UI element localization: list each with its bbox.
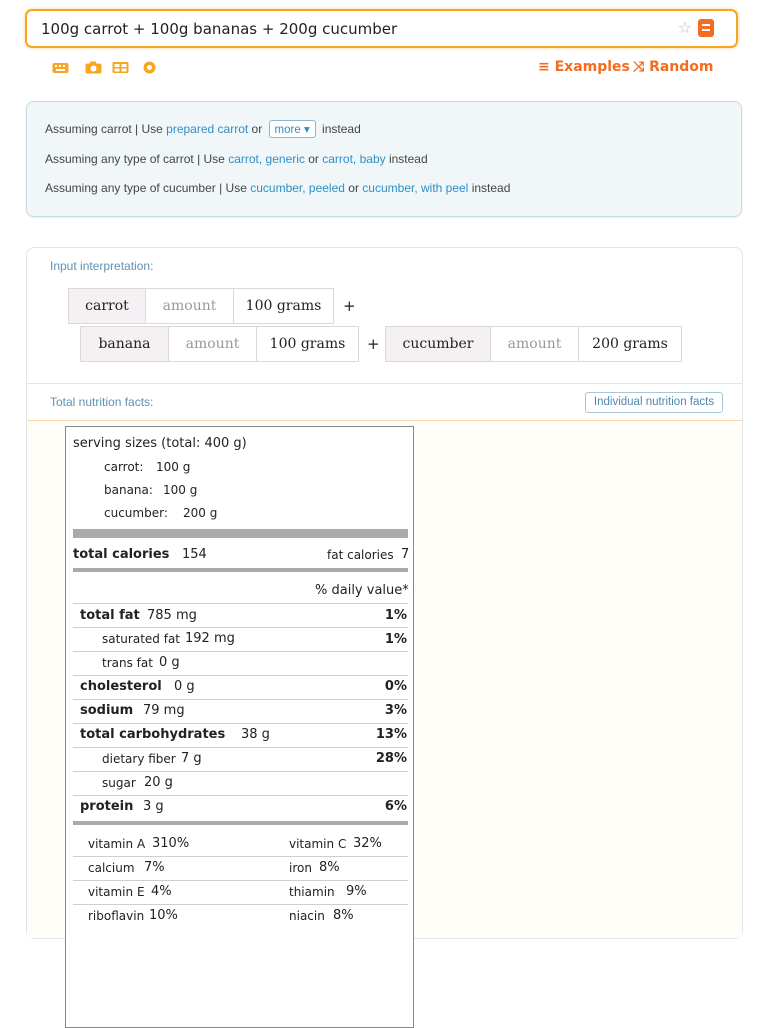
food-name: banana (81, 327, 169, 361)
vitamin-name: vitamin C (289, 837, 347, 851)
row-divider (73, 699, 408, 700)
assumption-carrot-type (45, 152, 428, 166)
vitamin-name: niacin (289, 909, 325, 923)
vitamin-value: 8% (333, 908, 354, 923)
table-icon[interactable] (112, 61, 129, 74)
vitamin-value: 10% (149, 908, 178, 923)
vitamin-name: vitamin A (88, 837, 146, 851)
serving-name: cucumber: (104, 506, 168, 520)
serving-value: 200 g (183, 506, 218, 520)
row-divider (73, 904, 408, 905)
assumption-or: or (248, 122, 266, 136)
assumption-text: Assuming carrot | Use (45, 122, 167, 136)
food-name: cucumber (386, 327, 491, 361)
amount-label: amount (169, 327, 257, 361)
nutrient-dv: 1% (384, 608, 407, 623)
nutrient-amount: 79 mg (143, 703, 185, 718)
row-divider (73, 747, 408, 748)
vitamin-value: 9% (346, 884, 367, 899)
individual-nutrition-button[interactable]: Individual nutrition facts (585, 392, 723, 413)
plus-sign: + (343, 297, 356, 315)
interpretation-row-carrot (68, 288, 334, 324)
nutrient-name: saturated fat (102, 632, 181, 646)
carrot-generic-link[interactable]: carrot, generic (228, 152, 305, 166)
nutrient-name: sugar (102, 776, 136, 790)
nutrient-amount: 20 g (144, 775, 173, 790)
amount-value: 200 grams (592, 336, 668, 352)
nutrient-name: cholesterol (80, 679, 162, 694)
serving-name: carrot: (104, 460, 144, 474)
food-name: carrot (69, 289, 146, 323)
assumption-carrot (45, 120, 361, 138)
fat-calories-value: 7 (401, 547, 410, 562)
row-divider (73, 627, 408, 628)
nutrient-dv: 3% (384, 703, 407, 718)
extras-icon[interactable] (141, 61, 158, 74)
nutrient-dv: 13% (375, 727, 407, 742)
total-calories-label: total calories (73, 547, 170, 562)
medium-divider (73, 568, 408, 572)
nutrient-dv: 28% (375, 751, 407, 766)
serving-value: 100 g (156, 460, 191, 474)
row-divider (73, 723, 408, 724)
serving-value: 100 g (163, 483, 198, 497)
nutrient-dv: 0% (384, 679, 407, 694)
result-pod (26, 247, 743, 939)
nutrient-name: dietary fiber (102, 752, 176, 766)
input-interpretation-title: Input interpretation: (50, 259, 154, 273)
search-input[interactable] (41, 11, 641, 46)
vitamin-name: iron (289, 861, 312, 875)
fat-calories-label: fat calories (327, 548, 394, 562)
daily-value-header: % daily value* (315, 583, 409, 598)
interpretation-row-cucumber (385, 326, 682, 362)
more-dropdown[interactable]: more ▾ (269, 120, 316, 138)
vitamin-value: 310% (152, 836, 190, 851)
nutrition-label (65, 426, 414, 1028)
nutrient-dv: 6% (384, 799, 407, 814)
row-divider (73, 675, 408, 676)
nutrient-amount: 7 g (181, 751, 202, 766)
nutrient-amount: 0 g (159, 655, 180, 670)
assumption-text: Assuming any type of cucumber | Use (45, 181, 251, 195)
nutrient-name: trans fat (102, 656, 153, 670)
cucumber-peeled-link[interactable]: cucumber, peeled (250, 181, 345, 195)
amount-value: 100 grams (245, 298, 322, 314)
amount-label: amount (491, 327, 579, 361)
row-divider (73, 603, 408, 604)
nutrient-name: protein (80, 799, 134, 814)
nutrient-amount: 785 mg (147, 608, 197, 623)
plus-sign: + (367, 335, 380, 353)
nutrient-amount: 192 mg (185, 631, 235, 646)
vitamin-value: 4% (151, 884, 172, 899)
nutrient-name: total fat (80, 608, 140, 623)
serving-name: banana: (104, 483, 153, 497)
nutrient-amount: 3 g (143, 799, 164, 814)
search-bar[interactable] (25, 9, 738, 48)
prepared-carrot-link[interactable]: prepared carrot (166, 122, 249, 136)
random-link[interactable]: ⤨ Random (633, 59, 714, 75)
assumption-or: or (304, 152, 323, 166)
vitamin-name: thiamin (289, 885, 335, 899)
medium-divider (73, 821, 408, 825)
nutrient-amount: 0 g (174, 679, 195, 694)
vitamin-name: riboflavin (88, 909, 145, 923)
nutrition-output (27, 420, 742, 938)
serving-sizes-header: serving sizes (total: 400 g) (73, 436, 247, 451)
row-divider (73, 880, 408, 881)
thick-divider (73, 529, 408, 538)
nutrient-name: sodium (80, 703, 134, 718)
amount-label: amount (146, 289, 234, 323)
assumptions-panel (26, 101, 742, 217)
camera-icon[interactable] (85, 61, 102, 74)
row-divider (73, 856, 408, 857)
assumption-suffix: instead (468, 181, 511, 195)
total-nutrition-title: Total nutrition facts: (50, 395, 154, 409)
row-divider (73, 795, 408, 796)
row-divider (73, 771, 408, 772)
assumption-text: Assuming any type of carrot | Use (45, 152, 229, 166)
row-divider (73, 651, 408, 652)
cucumber-with-peel-link[interactable]: cucumber, with peel (362, 181, 469, 195)
nutrient-amount: 38 g (241, 727, 270, 742)
vitamin-name: vitamin E (88, 885, 145, 899)
pod-divider (27, 383, 742, 384)
interpretation-row-banana (80, 326, 359, 362)
vitamin-value: 7% (144, 860, 165, 875)
assumption-suffix: instead (318, 122, 361, 136)
assumption-cucumber-type (45, 181, 510, 195)
keyboard-icon[interactable] (52, 61, 69, 74)
submit-button[interactable] (698, 19, 714, 37)
vitamin-name: calcium (88, 861, 135, 875)
vitamin-value: 32% (353, 836, 382, 851)
nutrient-dv: 1% (384, 632, 407, 647)
examples-link[interactable]: ≡ Examples (538, 59, 630, 75)
amount-value: 100 grams (269, 336, 346, 352)
vitamin-value: 8% (319, 860, 340, 875)
nutrient-name: total carbohydrates (80, 727, 226, 742)
carrot-baby-link[interactable]: carrot, baby (322, 152, 386, 166)
assumption-or: or (344, 181, 363, 195)
total-calories-value: 154 (182, 547, 207, 562)
star-icon[interactable]: ☆ (677, 18, 692, 37)
assumption-suffix: instead (385, 152, 428, 166)
